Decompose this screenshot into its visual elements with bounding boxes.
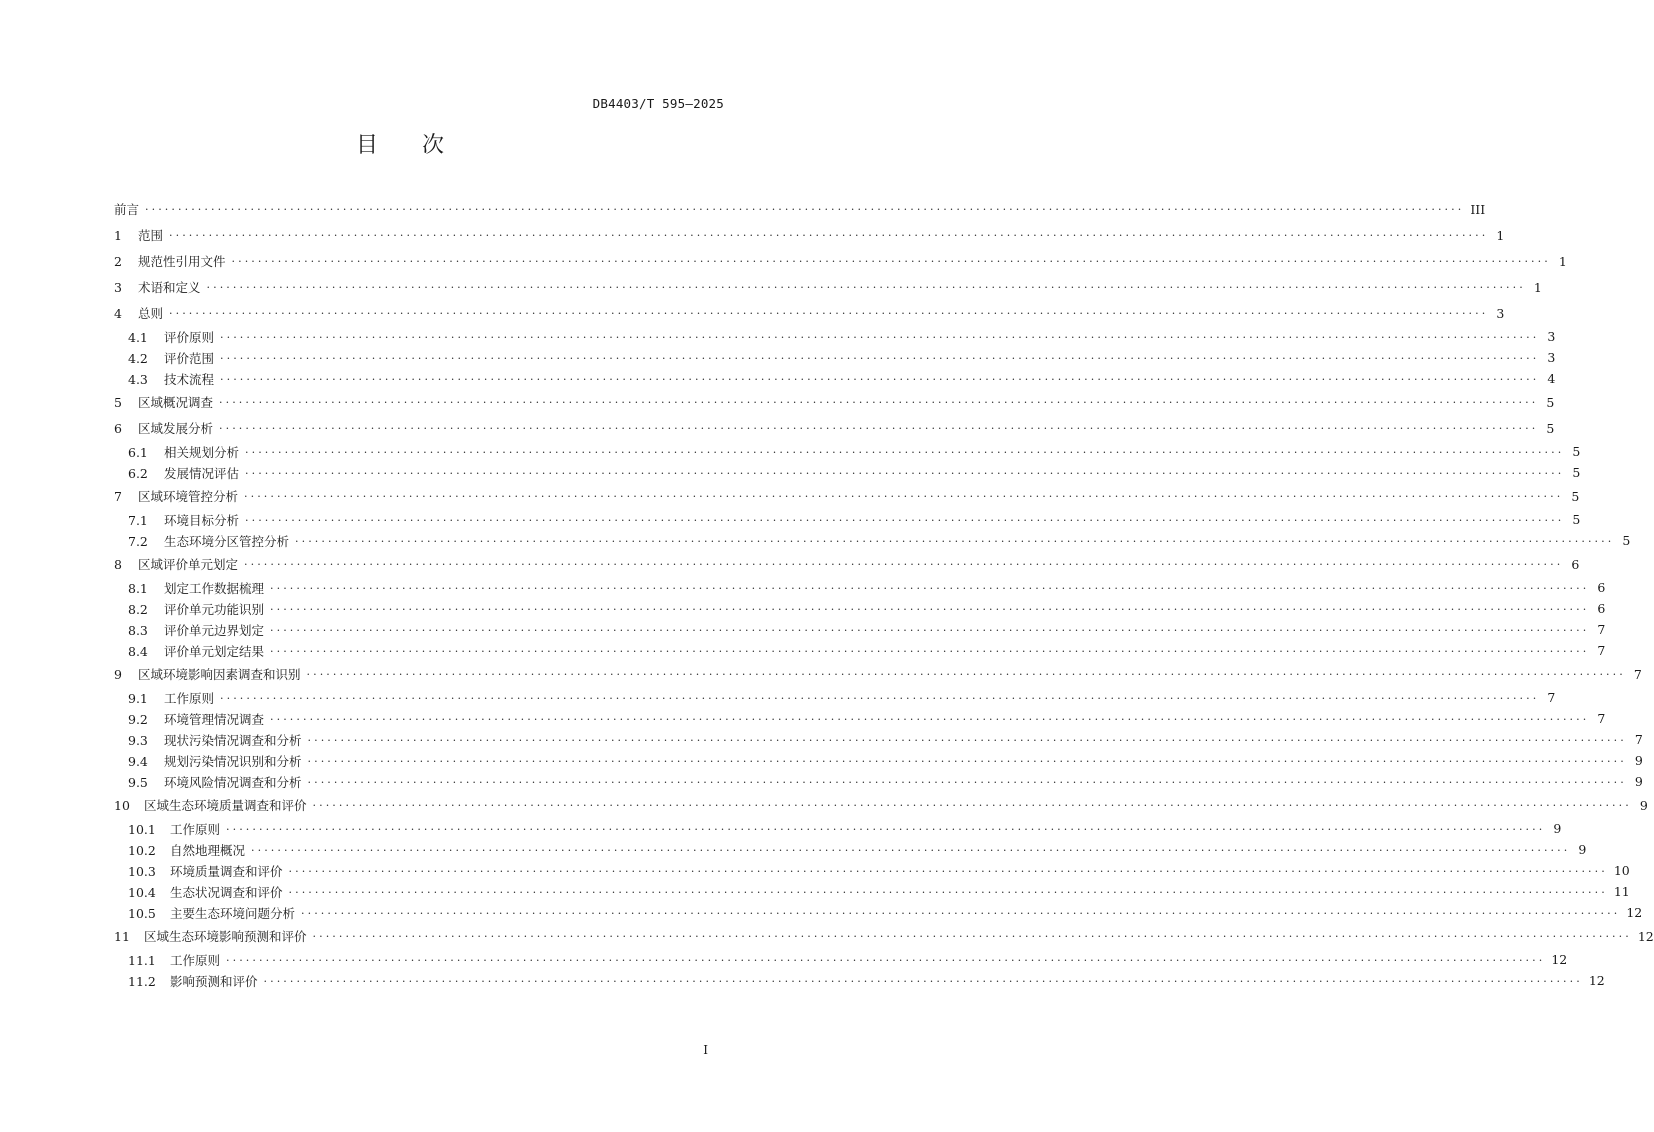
toc-entry[interactable] bbox=[114, 415, 1555, 441]
toc-entry[interactable] bbox=[114, 300, 1505, 326]
page-title bbox=[0, 128, 800, 159]
toc-entry-heading bbox=[128, 862, 289, 880]
toc-entry-title: 区域发展分析 bbox=[138, 421, 214, 436]
document-code: DB4403/T 595—2025 bbox=[592, 96, 724, 111]
toc-dot-leader: ........................................................................................................................................................................................................ bbox=[220, 327, 1540, 341]
toc-entry-title: 评价单元划定结果 bbox=[164, 643, 265, 659]
toc-dot-leader: ........................................................................................................................................................................................................ bbox=[169, 226, 1489, 239]
toc-entry-page: 5 bbox=[1622, 533, 1631, 548]
toc-entry-number: 10.2 bbox=[128, 842, 156, 858]
toc-entry-page: 5 bbox=[1546, 420, 1555, 436]
toc-entry-heading bbox=[114, 665, 307, 683]
toc-dot-leader: ........................................................................................................................................................................................................ bbox=[226, 819, 1546, 833]
toc-entry-number: 8.3 bbox=[128, 622, 148, 638]
toc-entry-page: 9 bbox=[1634, 774, 1643, 789]
toc-entry-title: 生态环境分区管控分析 bbox=[164, 533, 290, 549]
toc-entry-number: 4.3 bbox=[128, 371, 148, 387]
toc-entry-page: 6 bbox=[1597, 580, 1606, 595]
toc-entry-page: 7 bbox=[1597, 622, 1606, 637]
title-char-2: 次 bbox=[422, 133, 445, 158]
toc-entry-number: 4.1 bbox=[128, 329, 148, 345]
toc-entry[interactable] bbox=[114, 687, 1556, 708]
toc-entry-heading bbox=[128, 904, 301, 922]
toc-entry-heading bbox=[114, 278, 207, 296]
toc-entry-heading bbox=[128, 600, 270, 618]
toc-entry-page: 4 bbox=[1547, 371, 1556, 386]
toc-entry-page: 5 bbox=[1571, 488, 1580, 504]
toc-entry-heading bbox=[128, 370, 220, 388]
toc-entry[interactable] bbox=[114, 750, 1643, 771]
toc-entry[interactable] bbox=[114, 949, 1568, 970]
toc-dot-leader: ........................................................................................................................................................................................................ bbox=[307, 751, 1627, 765]
toc-entry-title: 区域环境管控分析 bbox=[138, 489, 239, 504]
toc-dot-leader: ........................................................................................................................................................................................................ bbox=[312, 796, 1632, 809]
toc-entry-page: 7 bbox=[1597, 711, 1606, 726]
toc-entry-heading bbox=[128, 689, 220, 707]
toc-entry-page: 11 bbox=[1613, 884, 1630, 899]
toc-entry-number: 10.3 bbox=[128, 863, 156, 879]
toc-dot-leader: ........................................................................................................................................................................................................ bbox=[288, 861, 1608, 875]
toc-entry-heading bbox=[128, 820, 226, 838]
toc-entry-page: 12 bbox=[1626, 905, 1643, 920]
toc-entry-number: 10.1 bbox=[128, 821, 156, 837]
toc-entry-page: 12 bbox=[1588, 973, 1605, 988]
toc-entry-title: 技术流程 bbox=[164, 371, 215, 387]
toc-entry-page: 5 bbox=[1572, 512, 1581, 527]
toc-entry[interactable] bbox=[114, 902, 1643, 923]
toc-entry-heading bbox=[128, 951, 226, 969]
toc-entry-title: 术语和定义 bbox=[138, 280, 201, 295]
toc-entry[interactable] bbox=[114, 196, 1486, 222]
toc-entry-page: 7 bbox=[1633, 666, 1642, 682]
toc-entry[interactable] bbox=[114, 222, 1505, 248]
toc-entry-number: 3 bbox=[114, 280, 122, 295]
toc-entry[interactable] bbox=[114, 389, 1555, 415]
toc-entry-title: 环境管理情况调查 bbox=[164, 711, 265, 727]
toc-entry[interactable] bbox=[114, 326, 1556, 347]
toc-entry[interactable] bbox=[114, 792, 1648, 818]
toc-entry-page: 5 bbox=[1572, 465, 1581, 480]
toc-dot-leader: ........................................................................................................................................................................................................ bbox=[220, 369, 1540, 383]
toc-entry-number: 9.5 bbox=[128, 774, 148, 790]
toc-entry-title: 环境目标分析 bbox=[164, 512, 240, 528]
toc-entry-number: 10 bbox=[114, 798, 130, 813]
toc-entry-heading bbox=[128, 752, 308, 770]
toc-entry-number: 2 bbox=[114, 254, 122, 269]
toc-entry-title: 工作原则 bbox=[170, 952, 221, 968]
toc-entry-title: 发展情况评估 bbox=[164, 465, 240, 481]
page-number: I bbox=[703, 1043, 708, 1057]
toc-entry-title: 规划污染情况识别和分析 bbox=[164, 753, 302, 769]
toc-entry-title: 影响预测和评价 bbox=[170, 973, 258, 989]
toc-entry-number: 7 bbox=[114, 489, 122, 504]
toc-entry-page: 6 bbox=[1597, 601, 1606, 616]
toc-entry-title: 前言 bbox=[114, 202, 140, 217]
toc-entry-heading bbox=[128, 532, 295, 550]
toc-entry-page: 12 bbox=[1637, 928, 1654, 944]
toc-entry-page: 3 bbox=[1547, 350, 1556, 365]
toc-entry[interactable] bbox=[114, 640, 1606, 661]
toc-entry[interactable] bbox=[114, 274, 1542, 300]
toc-entry-page: 9 bbox=[1553, 821, 1562, 836]
toc-entry-page: 3 bbox=[1496, 305, 1505, 321]
toc-entry-number: 9.4 bbox=[128, 753, 148, 769]
toc-entry-title: 区域概况调查 bbox=[138, 395, 214, 410]
toc-entry-heading bbox=[128, 464, 245, 482]
toc-entry-page: 5 bbox=[1546, 394, 1555, 410]
toc-entry[interactable] bbox=[114, 462, 1581, 483]
toc-entry-heading bbox=[128, 443, 245, 461]
toc-entry-title: 相关规划分析 bbox=[164, 444, 240, 460]
toc-entry-heading bbox=[128, 579, 270, 597]
toc-dot-leader: ........................................................................................................................................................................................................ bbox=[245, 510, 1565, 524]
toc-entry-title: 区域环境影响因素调查和识别 bbox=[138, 667, 301, 682]
toc-entry-number: 7.2 bbox=[128, 533, 148, 549]
toc-entry-number: 8.4 bbox=[128, 643, 148, 659]
toc-entry-heading bbox=[114, 419, 219, 437]
toc-entry-heading bbox=[114, 304, 169, 322]
toc-entry[interactable] bbox=[114, 619, 1606, 640]
toc-dot-leader: ........................................................................................................................................................................................................ bbox=[145, 200, 1465, 213]
toc-entry-title: 划定工作数据梳理 bbox=[164, 580, 265, 596]
toc-entry-heading bbox=[128, 642, 270, 660]
toc-entry[interactable] bbox=[114, 818, 1562, 839]
toc-dot-leader: ........................................................................................................................................................................................................ bbox=[244, 487, 1564, 500]
toc-entry-page: 1 bbox=[1496, 227, 1505, 243]
toc-entry-number: 5 bbox=[114, 395, 122, 410]
toc-entry-title: 评价单元边界划定 bbox=[164, 622, 265, 638]
toc-entry-title: 自然地理概况 bbox=[170, 842, 246, 858]
toc-dot-leader: ........................................................................................................................................................................................................ bbox=[245, 463, 1565, 477]
toc-entry-number: 4 bbox=[114, 306, 122, 321]
toc-entry[interactable] bbox=[114, 530, 1631, 551]
toc-entry-number: 1 bbox=[114, 228, 122, 243]
toc-entry-heading bbox=[128, 621, 270, 639]
toc-entry-heading bbox=[128, 773, 308, 791]
toc-entry-number: 11.1 bbox=[128, 952, 156, 968]
toc-entry-page: 1 bbox=[1533, 279, 1542, 295]
toc-entry[interactable] bbox=[114, 509, 1581, 530]
toc-entry[interactable] bbox=[114, 483, 1580, 509]
toc-dot-leader: ........................................................................................................................................................................................................ bbox=[270, 709, 1590, 723]
toc-dot-leader: ........................................................................................................................................................................................................ bbox=[288, 882, 1608, 896]
toc-dot-leader: ........................................................................................................................................................................................................ bbox=[220, 688, 1540, 702]
toc-entry-heading bbox=[128, 710, 270, 728]
table-of-contents bbox=[114, 196, 1654, 991]
toc-entry[interactable] bbox=[114, 441, 1581, 462]
toc-entry[interactable] bbox=[114, 598, 1606, 619]
toc-entry-page: 3 bbox=[1547, 329, 1556, 344]
toc-entry-title: 现状污染情况调查和分析 bbox=[164, 732, 302, 748]
toc-entry[interactable] bbox=[114, 771, 1643, 792]
toc-dot-leader: ........................................................................................................................................................................................................ bbox=[231, 252, 1551, 265]
toc-entry-title: 评价单元功能识别 bbox=[164, 601, 265, 617]
toc-dot-leader: ........................................................................................................................................................................................................ bbox=[251, 840, 1571, 854]
toc-entry-page: 9 bbox=[1634, 753, 1643, 768]
toc-entry-title: 规范性引用文件 bbox=[138, 254, 226, 269]
toc-entry[interactable] bbox=[114, 881, 1630, 902]
toc-entry-number: 9 bbox=[114, 667, 122, 682]
toc-dot-leader: ........................................................................................................................................................................................................ bbox=[220, 348, 1540, 362]
toc-dot-leader: ........................................................................................................................................................................................................ bbox=[270, 578, 1590, 592]
toc-entry-title: 主要生态环境问题分析 bbox=[170, 905, 296, 921]
toc-entry[interactable] bbox=[114, 661, 1642, 687]
toc-dot-leader: ........................................................................................................................................................................................................ bbox=[306, 665, 1626, 678]
toc-entry-heading bbox=[114, 796, 313, 814]
toc-entry-title: 生态状况调查和评价 bbox=[170, 884, 283, 900]
toc-entry-title: 工作原则 bbox=[170, 821, 221, 837]
toc-dot-leader: ........................................................................................................................................................................................................ bbox=[270, 599, 1590, 613]
toc-dot-leader: ........................................................................................................................................................................................................ bbox=[270, 620, 1590, 634]
toc-dot-leader: ........................................................................................................................................................................................................ bbox=[312, 927, 1632, 940]
toc-entry-page: 7 bbox=[1547, 690, 1556, 705]
toc-entry-title: 环境质量调查和评价 bbox=[170, 863, 283, 879]
toc-entry[interactable] bbox=[114, 729, 1643, 750]
toc-entry-title: 工作原则 bbox=[164, 690, 215, 706]
toc-entry-heading bbox=[128, 328, 220, 346]
toc-entry-heading bbox=[114, 393, 219, 411]
toc-entry[interactable] bbox=[114, 860, 1630, 881]
toc-dot-leader: ........................................................................................................................................................................................................ bbox=[219, 419, 1539, 432]
toc-entry-heading bbox=[128, 349, 220, 367]
toc-dot-leader: ........................................................................................................................................................................................................ bbox=[244, 555, 1564, 568]
toc-entry[interactable] bbox=[114, 708, 1606, 729]
toc-entry-number: 8.1 bbox=[128, 580, 148, 596]
toc-dot-leader: ........................................................................................................................................................................................................ bbox=[263, 971, 1583, 985]
toc-entry-heading bbox=[128, 972, 264, 990]
toc-entry-page: 1 bbox=[1558, 253, 1567, 269]
toc-entry-heading bbox=[114, 555, 244, 573]
toc-dot-leader: ........................................................................................................................................................................................................ bbox=[295, 531, 1615, 545]
toc-entry-title: 范围 bbox=[138, 228, 164, 243]
toc-entry-title: 评价范围 bbox=[164, 350, 215, 366]
toc-entry-number: 4.2 bbox=[128, 350, 148, 366]
toc-entry-heading bbox=[128, 511, 245, 529]
toc-dot-leader: ........................................................................................................................................................................................................ bbox=[169, 304, 1489, 317]
toc-entry-heading bbox=[128, 883, 289, 901]
toc-entry-number: 6.1 bbox=[128, 444, 148, 460]
toc-entry-page: 9 bbox=[1639, 797, 1648, 813]
toc-entry-page: 7 bbox=[1634, 732, 1643, 747]
toc-entry[interactable] bbox=[114, 970, 1605, 991]
toc-entry-title: 环境风险情况调查和分析 bbox=[164, 774, 302, 790]
toc-entry-number: 10.5 bbox=[128, 905, 156, 921]
toc-entry-number: 11.2 bbox=[128, 973, 156, 989]
toc-entry-page: 12 bbox=[1551, 952, 1568, 967]
toc-dot-leader: ........................................................................................................................................................................................................ bbox=[301, 903, 1621, 917]
toc-entry-page: 9 bbox=[1578, 842, 1587, 857]
toc-entry[interactable] bbox=[114, 368, 1556, 389]
toc-dot-leader: ........................................................................................................................................................................................................ bbox=[245, 442, 1565, 456]
toc-entry-page: 5 bbox=[1572, 444, 1581, 459]
toc-entry[interactable] bbox=[114, 923, 1654, 949]
toc-entry-number: 9.1 bbox=[128, 690, 148, 706]
toc-entry[interactable] bbox=[114, 347, 1556, 368]
toc-entry-number: 6 bbox=[114, 421, 122, 436]
toc-entry-heading bbox=[128, 841, 251, 859]
toc-entry-number: 8.2 bbox=[128, 601, 148, 617]
toc-entry-number: 6.2 bbox=[128, 465, 148, 481]
toc-entry-title: 评价原则 bbox=[164, 329, 215, 345]
toc-entry-number: 10.4 bbox=[128, 884, 156, 900]
toc-entry-page: 10 bbox=[1613, 863, 1630, 878]
toc-entry-title: 区域生态环境质量调查和评价 bbox=[144, 798, 307, 813]
toc-entry-heading bbox=[114, 927, 313, 945]
toc-dot-leader: ........................................................................................................................................................................................................ bbox=[206, 278, 1526, 291]
toc-entry[interactable] bbox=[114, 248, 1567, 274]
toc-entry-number: 9.2 bbox=[128, 711, 148, 727]
toc-entry-page: 7 bbox=[1597, 643, 1606, 658]
toc-entry[interactable] bbox=[114, 577, 1606, 598]
toc-entry-heading bbox=[128, 731, 308, 749]
toc-dot-leader: ........................................................................................................................................................................................................ bbox=[307, 730, 1627, 744]
toc-entry[interactable] bbox=[114, 839, 1587, 860]
toc-entry-heading bbox=[114, 226, 169, 244]
toc-entry-heading bbox=[114, 252, 232, 270]
toc-dot-leader: ........................................................................................................................................................................................................ bbox=[307, 772, 1627, 786]
toc-entry-page: III bbox=[1470, 201, 1486, 217]
title-char-1: 目 bbox=[355, 133, 378, 158]
toc-dot-leader: ........................................................................................................................................................................................................ bbox=[219, 393, 1539, 406]
toc-entry-number: 9.3 bbox=[128, 732, 148, 748]
toc-dot-leader: ........................................................................................................................................................................................................ bbox=[226, 950, 1546, 964]
toc-dot-leader: ........................................................................................................................................................................................................ bbox=[270, 641, 1590, 655]
toc-entry-number: 11 bbox=[114, 929, 130, 944]
toc-entry-page: 6 bbox=[1571, 556, 1580, 572]
toc-entry-title: 区域生态环境影响预测和评价 bbox=[144, 929, 307, 944]
toc-entry[interactable] bbox=[114, 551, 1580, 577]
toc-entry-heading bbox=[114, 200, 145, 218]
toc-entry-number: 8 bbox=[114, 557, 122, 572]
toc-entry-number: 7.1 bbox=[128, 512, 148, 528]
toc-entry-heading bbox=[114, 487, 244, 505]
toc-entry-title: 区域评价单元划定 bbox=[138, 557, 239, 572]
toc-entry-title: 总则 bbox=[138, 306, 164, 321]
